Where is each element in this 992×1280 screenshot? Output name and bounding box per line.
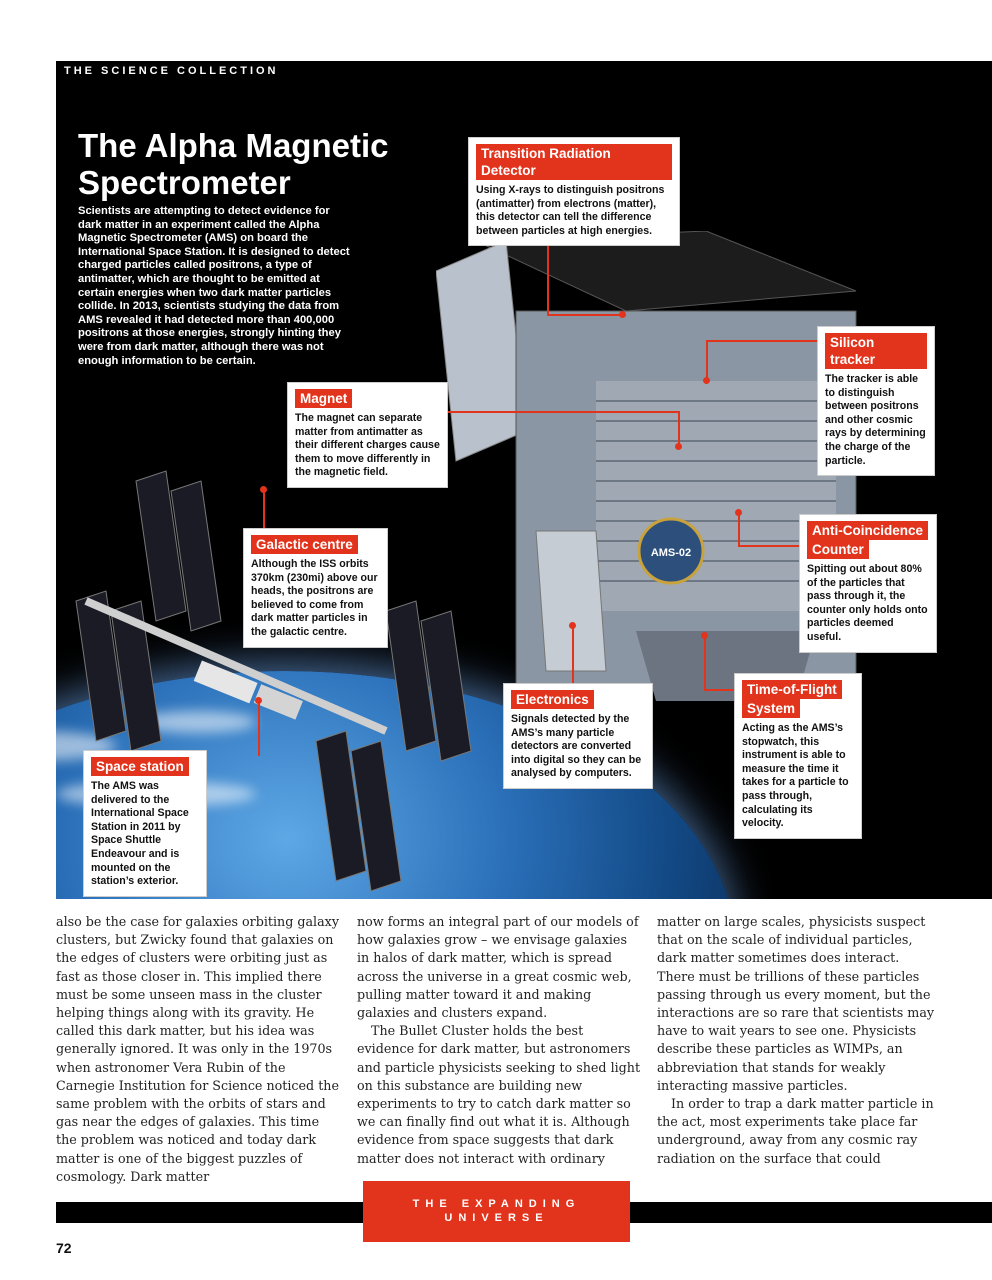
paragraph: matter on large scales, physicists suspect that on the scale of individual particles, dark matter sometimes does interact. There must be trillions of these particles passing through us every moment, but the interactions are so rare that scientists may have to wait years to see one. Physicists describe these particles as WIMPs, an abbreviation that stands for weakly interacting massive particles. bbox=[657, 914, 935, 1093]
footer-section-line2: UNIVERSE bbox=[444, 1212, 549, 1224]
station-connector bbox=[258, 701, 260, 756]
paragraph: now forms an integral part of our models of how galaxies grow – we envisage galaxies in halos of dark matter, which is spread across the universe in a great cosmic web, pulling matter toward it and making galaxies and clusters expand. bbox=[357, 914, 639, 1021]
magazine-section-label: THE SCIENCE COLLECTION bbox=[64, 65, 279, 77]
magnet-connector bbox=[448, 411, 678, 413]
tof-connector bbox=[704, 636, 706, 691]
callout-time-of-flight bbox=[734, 673, 862, 839]
callout-title: Magnet bbox=[295, 389, 352, 408]
anticoincidence-pointer bbox=[735, 509, 742, 516]
footer-section-line1: THE EXPANDING bbox=[412, 1198, 581, 1210]
trd-pointer bbox=[619, 311, 626, 318]
feature-title: The Alpha Magnetic Spectrometer bbox=[78, 127, 389, 201]
callout-title-line2: System bbox=[742, 699, 800, 718]
callout-text: The magnet can separate matter from antimatter as their different charges cause them to move differently in the magnetic field. bbox=[295, 412, 440, 479]
callout-text: Although the ISS orbits 370km (230mi) above our heads, the positrons are believed to come from dark matter particles in the galactic centre. bbox=[251, 558, 378, 638]
electronics-connector bbox=[572, 626, 574, 686]
callout-anti-coincidence bbox=[799, 514, 937, 653]
silicon-pointer bbox=[703, 377, 710, 384]
callout-title: Space station bbox=[91, 757, 189, 776]
callout-magnet bbox=[287, 382, 448, 488]
paragraph: In order to trap a dark matter particle in the act, most experiments take place far underground, away from any cosmic ray radiation on the surface that could bbox=[657, 1096, 934, 1166]
silicon-connector bbox=[706, 340, 822, 342]
paragraph: The Bullet Cluster holds the best evidence for dark matter, but astronomers and particle physicists seeking to shed light on this substance are building new experiments to try to catch dark matter so we can finally find out what it is. Although evidence from space suggests that dark matter does not interact with ordinary bbox=[357, 1023, 641, 1166]
silicon-connector bbox=[706, 340, 708, 380]
footer-section-label bbox=[363, 1181, 630, 1242]
callout-galactic-centre bbox=[243, 528, 388, 648]
callout-title-line2: Counter bbox=[807, 540, 869, 559]
ams-badge-text: AMS-02 bbox=[650, 547, 692, 559]
feature-panel bbox=[56, 61, 992, 899]
callout-title: Transition Radiation Detector bbox=[476, 144, 672, 180]
body-column-3 bbox=[657, 913, 941, 1168]
callout-text: Using X-rays to distinguish positrons (antimatter) from electrons (matter), this detector can tell the difference between particles at high energies. bbox=[476, 184, 665, 237]
station-pointer bbox=[255, 697, 262, 704]
callout-title: Galactic centre bbox=[251, 535, 358, 554]
body-column-1 bbox=[56, 913, 340, 1186]
tof-pointer bbox=[701, 632, 708, 639]
tof-connector bbox=[704, 689, 734, 691]
callout-trd bbox=[468, 137, 680, 246]
galactic-pointer bbox=[260, 486, 267, 493]
callout-title: Anti-Coincidence bbox=[807, 521, 928, 540]
callout-text: The tracker is able to distinguish between positrons and other cosmic rays by determining the charge of the particle. bbox=[825, 373, 926, 467]
callout-electronics bbox=[503, 683, 653, 789]
page-number: 72 bbox=[56, 1240, 72, 1256]
feature-intro: Scientists are attempting to detect evidence for dark matter in an experiment called the Alpha Magnetic Spectrometer (AMS) on board the International Space Station. It is designed to detect charged particles called positrons, a type of antimatter, which are thought to be emitted at certain energies when two dark matter particles collide. In 2013, scientists studying the data from AMS revealed it had detected more than 400,000 positrons at those energies, strongly hinting they were from dark matter, although there was not enough information to be certain. bbox=[78, 205, 350, 367]
anticoincidence-connector bbox=[738, 545, 808, 547]
galactic-connector bbox=[263, 491, 265, 528]
anticoincidence-connector bbox=[738, 513, 740, 547]
callout-silicon-tracker bbox=[817, 326, 935, 476]
trd-connector bbox=[547, 314, 621, 316]
callout-text: Spitting out about 80% of the particles that pass through it, the counter only holds onto particles deemed useful. bbox=[807, 563, 928, 643]
callout-text: The AMS was delivered to the International Space Station in 2011 by Space Shuttle Endeavour and is mounted on the station’s exterior. bbox=[91, 780, 189, 888]
magnet-connector bbox=[678, 411, 680, 446]
body-column-2 bbox=[357, 913, 641, 1168]
callout-text: Signals detected by the AMS’s many particle detectors are converted into digital so they can be analysed by computers. bbox=[511, 713, 642, 780]
electronics-pointer bbox=[569, 622, 576, 629]
magnet-pointer bbox=[675, 443, 682, 450]
paragraph: also be the case for galaxies orbiting galaxy clusters, but Zwicky found that galaxies on the edges of clusters were orbiting just as fast as those closer in. This implied there must be some unseen mass in the cluster helping things along with its gravity. He called this dark matter, but his idea was generally ignored. It was only in the 1970s when astronomer Vera Rubin of the Carnegie Institution for Science noticed the same problem with the orbits of stars and gas near the edges of galaxies. This time the problem was noticed and today dark matter is one of the biggest puzzles of cosmology. Dark matter bbox=[56, 914, 340, 1184]
ams-radiator-panel bbox=[436, 241, 526, 461]
callout-space-station bbox=[83, 750, 207, 897]
ams-side-panel bbox=[536, 531, 606, 671]
callout-title: Electronics bbox=[511, 690, 594, 709]
callout-text: Acting as the AMS’s stopwatch, this instrument is able to measure the time it takes for a particle to pass through, calculating its velocity. bbox=[742, 722, 849, 830]
callout-title: Time-of-Flight bbox=[742, 680, 842, 699]
callout-title: Silicon tracker bbox=[825, 333, 927, 369]
